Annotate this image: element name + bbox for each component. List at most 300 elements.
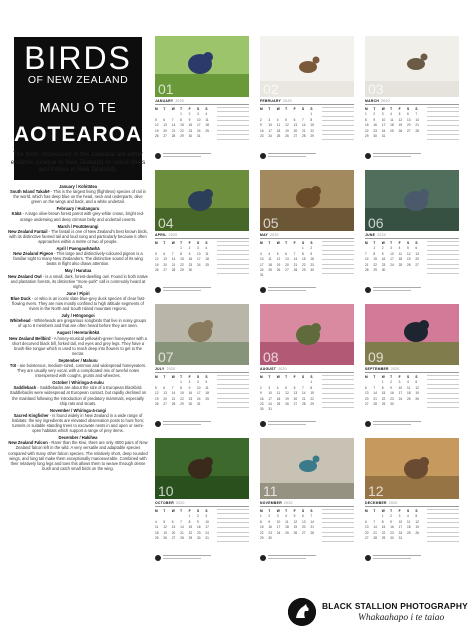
mini-text-line [373,555,421,556]
day-number: 22 [188,530,193,535]
day-number: 24 [276,530,281,535]
day-number: 1 [373,246,376,251]
month-calendar [260,232,354,297]
month-year: 2020 [283,99,292,103]
day-number: 25 [155,535,159,540]
weekday-label: F [188,107,191,111]
day-number: 16 [381,257,386,262]
month-year: 2020 [390,367,400,371]
month-year: 2020 [278,367,287,371]
day-number: 15 [188,525,193,530]
weekday-label: T [268,375,271,379]
day-number: 1 [381,514,384,519]
notes-lines [322,505,354,542]
day-number: 13 [301,519,306,524]
month-name: FEBRUARY 2020 [260,99,354,105]
day-number: 23 [310,262,314,267]
day-number: 26 [285,133,289,138]
day-number: 28 [171,133,176,138]
day-number: 12 [398,117,403,122]
month-year: 2020 [166,367,176,371]
day-number: 22 [365,128,369,133]
day-number: 10 [268,123,272,128]
month-calendar [155,366,249,431]
month-cell [155,36,249,163]
day-number: 9 [188,385,191,390]
day-number: 14 [373,525,377,530]
month-descriptions [8,184,148,473]
mini-text-line [163,424,201,425]
day-number: 28 [365,267,369,272]
brand-name: BLACK STALLION PHOTOGRAPHY [322,601,468,611]
month-heading: September / Mahuru [58,357,98,363]
day-number: 24 [381,128,386,133]
day-number: 20 [163,128,167,133]
day-number: 11 [205,251,209,256]
month-calendar [365,500,459,565]
day-number: 23 [188,262,193,267]
note-line [217,135,249,140]
notes-lines [427,237,459,274]
day-number: 19 [276,262,281,267]
weekday-label: S [196,241,200,245]
day-empty [365,514,373,518]
day-number: 6 [406,112,409,117]
month-number: 04 [158,215,174,231]
note-line [217,403,249,408]
day-number: 20 [365,530,369,535]
month-cell [155,438,249,565]
day-number: 26 [415,396,419,401]
day-number: 23 [373,128,377,133]
title-maori: MANU O TE [39,100,117,115]
notes-lines [322,103,354,140]
day-number: 16 [188,391,193,396]
horse-logo-icon [288,598,316,626]
day-number: 24 [196,128,201,133]
weekday-label: S [205,509,208,513]
mini-text-line [163,421,211,422]
day-empty [373,514,381,518]
day-number: 6 [163,117,166,122]
day-number: 22 [310,128,314,133]
day-number: 5 [155,117,157,122]
weekday-label: T [285,241,288,245]
bird-photo [260,36,354,97]
day-number: 13 [365,391,369,396]
mini-footer [155,421,215,430]
day-number: 24 [260,267,264,272]
mini-text-line [373,424,411,425]
weekday-label: T [268,241,271,245]
day-number: 25 [406,530,411,535]
day-number: 10 [196,251,201,256]
day-number: 19 [155,396,159,401]
month-number: 03 [368,81,384,97]
day-number: 21 [171,396,176,401]
day-empty [277,112,285,116]
day-number: 4 [276,117,279,122]
day-number: 14 [310,519,314,524]
day-number: 9 [268,519,271,524]
month-cell [365,170,459,297]
bird-photo [260,170,354,231]
day-number: 21 [373,530,377,535]
weekday-label: T [163,509,166,513]
bird-name: Whitehead [9,318,31,324]
day-number: 28 [415,128,419,133]
weekday-label: M [155,509,158,513]
weekday-label: T [373,241,376,245]
bird-name: Tūī [9,363,16,368]
day-number: 1 [310,112,313,117]
day-number: 31 [196,133,201,138]
weekday-label: M [155,375,158,379]
weekday-label: F [188,509,191,513]
day-number: 6 [293,117,296,122]
day-number: 28 [301,401,306,406]
day-number: 12 [415,519,419,524]
day-number: 17 [398,525,403,530]
weekday-label: W [276,375,280,379]
day-empty [260,246,268,250]
day-number: 21 [171,262,176,267]
mini-footer [260,421,320,430]
bird-name: South Island Takahē [10,189,50,195]
month-year: 2020 [377,233,386,237]
mini-text-line [163,290,201,291]
notes-lines [427,371,459,408]
weekday-label: S [301,107,305,111]
month-name: OCTOBER 2020 [155,501,249,507]
day-number: 2 [310,246,313,251]
day-number: 29 [381,535,386,540]
day-number: 20 [415,257,419,262]
mini-logo-icon [365,555,371,561]
day-number: 28 [373,401,377,406]
month-number: 02 [263,81,279,97]
day-number: 12 [155,123,159,128]
weekday-label: T [390,375,393,379]
day-number: 7 [180,519,182,524]
day-number: 29 [310,401,314,406]
day-number: 25 [390,128,394,133]
weekday-label: W [276,241,280,245]
day-number: 8 [381,519,384,524]
month-number: 05 [263,215,279,231]
title-birds: BIRDS [24,40,132,76]
mini-footer [155,287,215,296]
day-number: 3 [398,380,401,385]
mini-text-line [268,558,306,559]
day-empty [302,112,310,116]
day-number: 4 [406,514,409,519]
notes-lines [217,505,249,542]
day-number: 23 [390,396,394,401]
mini-footer [365,287,425,296]
day-number: 9 [188,117,191,122]
day-number: 22 [381,396,386,401]
day-number: 8 [373,251,376,256]
day-number: 20 [171,530,176,535]
day-number: 22 [180,396,184,401]
month-text: New Zealand Owl - is a small, dark, forest-dwelling owl. Found in both native and plantation forests, its distinctive "more-pork" call is commonly heard at night. [8,273,148,289]
day-empty [365,246,373,250]
day-empty [180,514,188,518]
day-number: 11 [406,385,411,390]
day-number: 1 [180,246,182,251]
day-number: 9 [390,385,392,390]
weekday-label: S [415,241,418,245]
month-number: 08 [263,349,279,365]
day-number: 19 [155,262,159,267]
month-name: MAY 2020 [260,233,354,239]
bird-photo [260,304,354,365]
day-number: 30 [188,401,193,406]
month-name: NOVEMBER 2020 [260,501,354,507]
weekday-label: S [310,509,313,513]
day-number: 10 [260,257,264,262]
month-name: APRIL 2020 [155,233,249,239]
day-number: 20 [301,525,306,530]
note-line [217,269,249,274]
day-number: 26 [285,401,289,406]
day-number: 23 [188,128,193,133]
month-name: MARCH 2020 [365,99,459,105]
notes-lines [217,103,249,140]
day-number: 13 [406,117,411,122]
notes-lines [427,505,459,542]
day-number: 3 [260,251,262,256]
day-number: 23 [260,401,264,406]
day-number: 11 [276,123,281,128]
day-number: 30 [188,267,193,272]
day-number: 14 [180,525,184,530]
weekday-label: S [415,509,418,513]
month-cell [155,170,249,297]
day-empty [268,112,276,116]
day-number: 4 [285,514,287,519]
day-number: 17 [196,257,201,262]
day-number: 14 [365,257,369,262]
day-number: 3 [196,246,199,251]
day-number: 11 [155,525,159,530]
month-description [8,268,148,288]
day-number: 27 [163,133,167,138]
day-number: 26 [155,401,159,406]
day-number: 28 [171,401,176,406]
day-number: 19 [163,530,167,535]
day-number: 17 [205,525,209,530]
day-number: 16 [188,123,193,128]
day-number: 24 [268,401,272,406]
day-number: 19 [155,128,159,133]
day-number: 3 [196,380,199,385]
day-number: 25 [406,396,411,401]
mini-text-line [373,558,411,559]
day-empty [268,246,276,250]
day-empty [294,380,302,384]
day-number: 12 [155,257,159,262]
day-number: 13 [163,391,167,396]
day-number: 4 [268,251,271,256]
month-year: 2020 [168,233,178,237]
month-cell [365,304,459,431]
day-number: 26 [406,262,411,267]
month-heading: March / Poutūterangi [57,223,99,229]
weekday-label: M [260,509,263,513]
month-calendar [365,366,459,431]
day-number: 8 [180,385,182,390]
month-number: 12 [368,483,384,499]
mini-logo-icon [365,287,371,293]
month-description [8,435,148,471]
weekday-label: F [188,241,191,245]
day-number: 25 [398,262,403,267]
day-number: 22 [180,262,184,267]
day-number: 29 [310,133,314,138]
weekday-label: S [415,375,418,379]
day-number: 21 [293,262,298,267]
day-number: 25 [276,401,281,406]
day-number: 16 [268,525,272,530]
note-line [322,269,354,274]
weekday-label: S [301,241,305,245]
day-number: 22 [373,262,377,267]
mini-logo-icon [260,153,266,159]
day-number: 14 [415,117,419,122]
day-number: 27 [301,530,306,535]
day-number: 6 [415,246,418,251]
mini-logo-icon [260,421,266,427]
day-number: 13 [293,391,298,396]
day-empty [172,514,180,518]
day-number: 27 [406,128,411,133]
weekday-label: W [171,107,175,111]
day-number: 5 [293,514,296,519]
month-cell [260,438,354,565]
weekday-label: F [188,375,191,379]
month-heading: June / Pipiri [66,290,90,296]
day-number: 8 [180,117,182,122]
month-cell [365,36,459,163]
day-number: 15 [381,525,386,530]
day-empty [294,246,302,250]
day-number: 27 [293,133,298,138]
day-number: 9 [381,251,384,256]
day-number: 14 [301,123,306,128]
day-number: 8 [188,519,191,524]
day-empty [285,112,293,116]
day-number: 22 [381,530,386,535]
day-number: 7 [171,385,174,390]
weekday-label: M [365,107,368,111]
month-description [8,380,148,405]
day-number: 11 [398,251,402,256]
weekday-label: S [406,107,410,111]
notes-lines [322,371,354,408]
bird-name: Sacred Kingfisher [13,412,49,418]
bird-name: New Zealand Falcon [8,440,48,446]
mini-logo-icon [155,555,161,561]
day-number: 18 [268,262,272,267]
day-number: 12 [276,257,281,262]
weekday-label: S [205,241,208,245]
day-number: 2 [196,514,199,519]
day-empty [365,380,373,384]
day-number: 7 [415,112,418,117]
day-empty [302,380,310,384]
day-number: 24 [205,530,209,535]
day-empty [285,246,293,250]
day-number: 31 [260,273,264,278]
day-number: 24 [398,530,403,535]
weekday-label: W [381,509,385,513]
day-number: 21 [180,530,184,535]
day-number: 29 [260,535,264,540]
day-number: 21 [373,396,377,401]
month-name: JULY 2020 [155,367,249,373]
day-number: 20 [285,262,289,267]
day-number: 5 [155,251,157,256]
day-number: 18 [155,530,159,535]
weekday-label: T [268,107,271,111]
month-heading: May / Haratua [64,268,92,274]
day-number: 4 [398,246,401,251]
mini-logo-icon [155,421,161,427]
mini-logo-icon [260,287,266,293]
day-number: 21 [301,396,306,401]
month-heading: July / Hōngongoi [61,313,95,319]
note-line [322,135,354,140]
day-number: 19 [398,123,403,128]
month-calendar [260,366,354,431]
day-number: 9 [310,251,313,256]
bird-photo [155,304,249,365]
day-number: 29 [381,401,386,406]
day-number: 5 [155,385,157,390]
weekday-label: T [163,241,166,245]
weekday-label: S [205,375,208,379]
day-number: 29 [180,133,184,138]
day-number: 9 [373,117,376,122]
day-number: 30 [188,133,193,138]
bird-photo [155,170,249,231]
day-number: 30 [390,401,394,406]
bird-name: New Zealand Bellbird [9,335,51,341]
day-number: 27 [163,401,167,406]
day-number: 22 [260,530,264,535]
mini-footer [260,555,320,564]
weekday-label: W [381,107,385,111]
day-number: 11 [390,117,394,122]
day-number: 5 [163,519,166,524]
day-number: 25 [205,262,209,267]
day-number: 25 [205,396,209,401]
day-number: 17 [381,123,386,128]
day-number: 29 [301,267,306,272]
weekday-label: W [276,509,280,513]
day-number: 10 [196,117,201,122]
mini-logo-icon [365,421,371,427]
month-year: 2020 [270,233,279,237]
mini-footer [365,555,425,564]
day-number: 19 [293,525,298,530]
bird-photo [365,170,459,231]
day-number: 29 [180,267,184,272]
day-number: 5 [276,251,279,256]
weekday-label: T [180,241,183,245]
